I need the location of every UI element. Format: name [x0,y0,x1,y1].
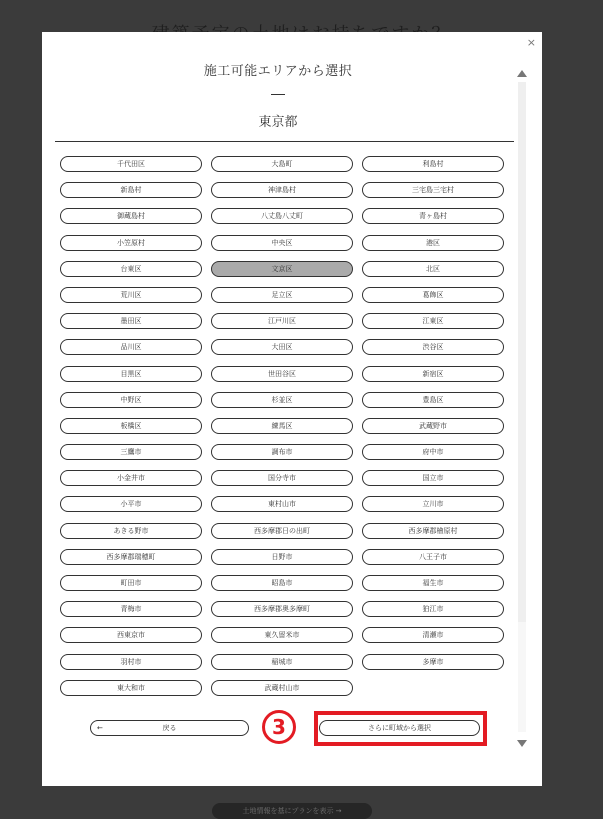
area-option[interactable]: 三鷹市 [60,444,202,460]
area-option[interactable]: 八丈島八丈町 [211,208,353,224]
area-option[interactable]: 港区 [362,235,504,251]
area-option[interactable]: 清瀬市 [362,627,504,643]
step-number-badge: 3 [262,710,296,744]
area-select-modal [42,32,542,786]
back-button[interactable] [90,720,249,736]
area-option[interactable]: 羽村市 [60,654,202,670]
area-option[interactable]: 東久留米市 [211,627,353,643]
prefecture-name: 東京都 [258,115,298,130]
area-option[interactable]: 江戸川区 [211,313,353,329]
area-option[interactable]: 中央区 [211,235,353,251]
area-option[interactable]: 神津島村 [211,182,353,198]
area-grid [60,156,504,696]
area-option[interactable]: 西多摩郡奥多摩町 [211,601,353,617]
area-option[interactable]: 杉並区 [211,392,353,408]
area-option[interactable]: 東大和市 [60,680,202,696]
area-option[interactable]: 足立区 [211,287,353,303]
area-option[interactable]: あきる野市 [60,523,202,539]
area-option[interactable]: 青ヶ島村 [362,208,504,224]
area-option[interactable]: 豊島区 [362,392,504,408]
select-more-area-button[interactable]: さらに町域から選択 [319,720,480,736]
area-option[interactable]: 新島村 [60,182,202,198]
area-option[interactable]: 稲城市 [211,654,353,670]
area-option[interactable]: 国立市 [362,470,504,486]
area-option[interactable]: 国分寺市 [211,470,353,486]
scroll-up-arrow-icon[interactable] [517,70,527,77]
area-option[interactable]: 小金井市 [60,470,202,486]
area-option[interactable]: 三宅島三宅村 [362,182,504,198]
area-option[interactable]: 江東区 [362,313,504,329]
arrow-left-icon: ← [97,724,103,732]
area-option[interactable]: 小笠原村 [60,235,202,251]
area-option[interactable]: 武蔵村山市 [211,680,353,696]
area-option[interactable]: 東村山市 [211,496,353,512]
area-option[interactable]: 荒川区 [60,287,202,303]
area-option[interactable]: 調布市 [211,444,353,460]
background-show-plan-button: 土地情報を基にプランを表示 → [212,803,372,819]
area-option[interactable]: 西多摩郡檜原村 [362,523,504,539]
area-option[interactable]: 品川区 [60,339,202,355]
area-option[interactable]: 福生市 [362,575,504,591]
area-option[interactable]: 昭島市 [211,575,353,591]
area-option[interactable]: 西多摩郡日の出町 [211,523,353,539]
area-option[interactable]: 世田谷区 [211,366,353,382]
area-option[interactable]: 葛飾区 [362,287,504,303]
area-option[interactable]: 練馬区 [211,418,353,434]
scroll-thumb[interactable] [518,82,526,622]
area-option[interactable]: 中野区 [60,392,202,408]
area-option[interactable]: 千代田区 [60,156,202,172]
area-option[interactable]: 利島村 [362,156,504,172]
area-option[interactable]: 御蔵島村 [60,208,202,224]
area-option[interactable]: 渋谷区 [362,339,504,355]
area-option[interactable]: 武蔵野市 [362,418,504,434]
area-option[interactable]: 青梅市 [60,601,202,617]
title-divider [271,94,285,95]
area-option[interactable]: 台東区 [60,261,202,277]
area-option[interactable]: 大田区 [211,339,353,355]
area-option[interactable]: 西多摩郡瑞穂町 [60,549,202,565]
modal-title: 施工可能エリアから選択 [203,64,353,79]
back-button-label: 戻る [162,724,177,732]
area-option[interactable]: 大島町 [211,156,353,172]
area-option[interactable]: 墨田区 [60,313,202,329]
area-option[interactable]: 町田市 [60,575,202,591]
area-option[interactable]: 小平市 [60,496,202,512]
header-divider [55,141,514,142]
area-option[interactable]: 八王子市 [362,549,504,565]
scrollbar[interactable] [516,70,528,745]
area-option[interactable]: 立川市 [362,496,504,512]
area-option[interactable]: 新宿区 [362,366,504,382]
close-icon[interactable]: × [526,36,536,49]
area-option[interactable]: 狛江市 [362,601,504,617]
area-option[interactable]: 北区 [362,261,504,277]
area-option[interactable]: 西東京市 [60,627,202,643]
area-option[interactable]: 板橋区 [60,418,202,434]
area-option[interactable]: 府中市 [362,444,504,460]
scroll-down-arrow-icon[interactable] [517,740,527,747]
area-option[interactable]: 日野市 [211,549,353,565]
area-option[interactable]: 文京区 [211,261,353,277]
area-option[interactable]: 目黒区 [60,366,202,382]
area-option[interactable]: 多摩市 [362,654,504,670]
